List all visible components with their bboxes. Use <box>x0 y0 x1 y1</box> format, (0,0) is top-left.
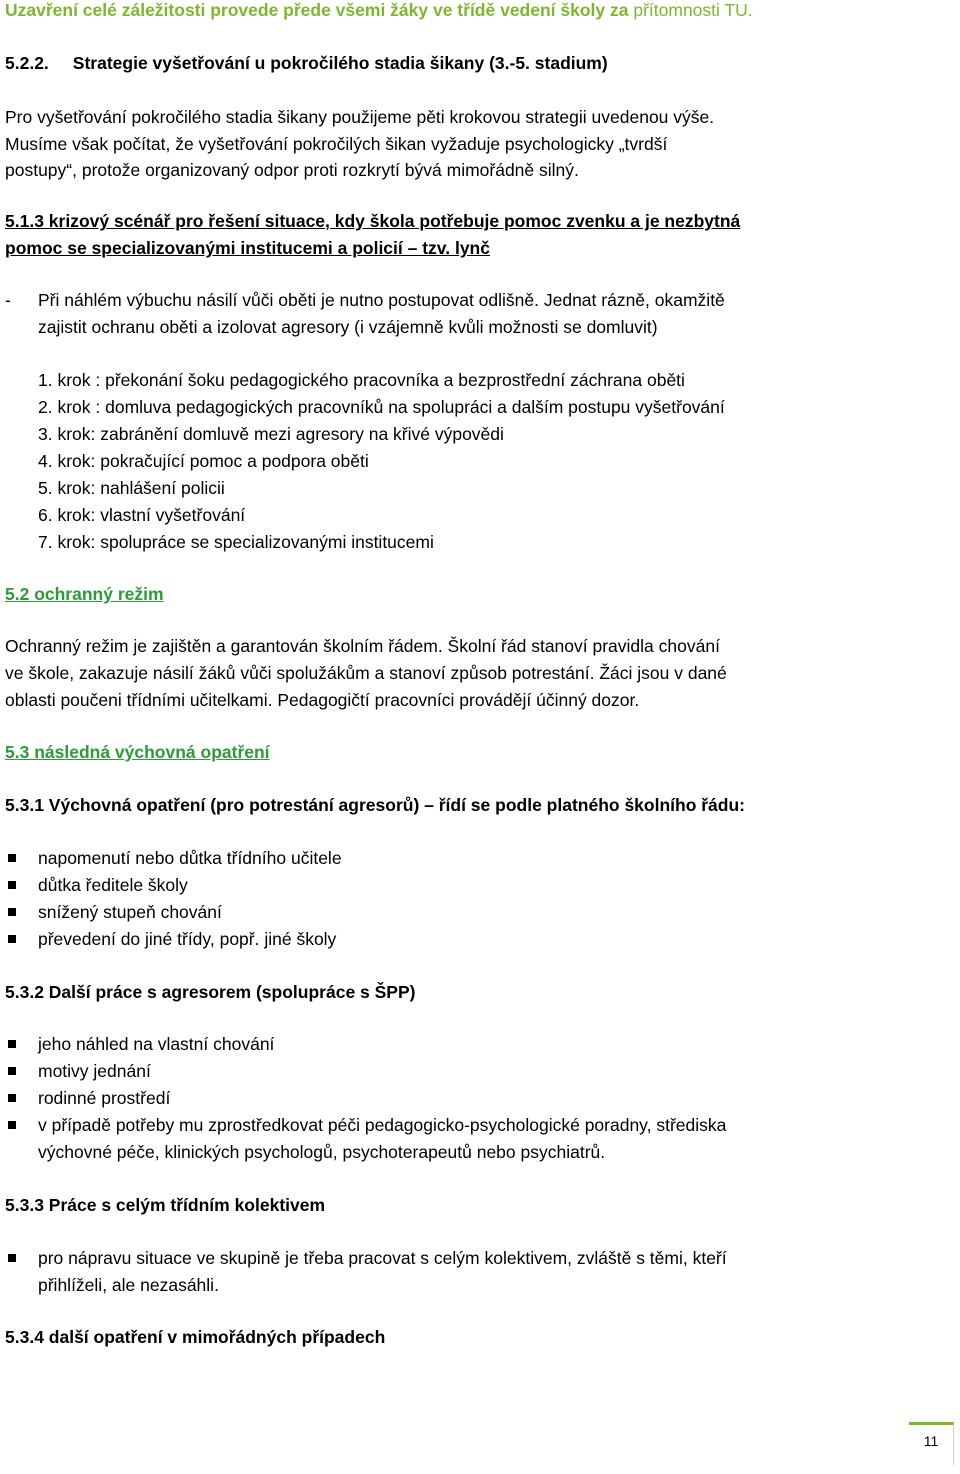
intro-line-b: přítomnosti TU. <box>633 0 753 20</box>
para1-line-3: postupy“, protože organizovaný odpor proti rozkrytí bývá mimořádně silný. <box>5 160 579 180</box>
dash-item-line-2: zajistit ochranu oběti a izolovat agresory (i vzájemně kvůli možnosti se domluvit) <box>38 317 658 337</box>
step-3: 3. krok: zabránění domluvě mezi agresory na křivé výpovědi <box>38 424 504 444</box>
para2-line-2: ve škole, zakazuje násilí žáků vůči spolužákům a stanoví způsob potrestání. Žáci jsou v dané <box>5 663 727 683</box>
heading-5-1-3-line-2: pomoc se specializovanými institucemi a policií – tzv. lynč <box>5 238 490 258</box>
list533-item-1-line-2: přihlíželi, ale nezasáhli. <box>38 1275 219 1295</box>
bullet-square-icon <box>8 1067 16 1075</box>
heading-5-2: 5.2 ochranný režim <box>5 584 164 604</box>
dash-marker: - <box>5 290 11 310</box>
heading-5-3-4: 5.3.4 další opatření v mimořádných případech <box>5 1327 386 1347</box>
list533-item-1-line-1: pro nápravu situace ve skupině je třeba pracovat s celým kolektivem, zvláště s těmi, kteří <box>38 1248 727 1268</box>
step-4: 4. krok: pokračující pomoc a podpora oběti <box>38 451 369 471</box>
heading-5-3-1: 5.3.1 Výchovná opatření (pro potrestání agresorů) – řídí se podle platného školního řádu: <box>5 795 745 815</box>
bullet-square-icon <box>8 935 16 943</box>
list532-item-1: jeho náhled na vlastní chování <box>38 1034 275 1054</box>
para2-line-3: oblasti poučeni třídními učitelkami. Pedagogičtí pracovníci provádějí účinný dozor. <box>5 690 640 710</box>
bullet-square-icon <box>8 854 16 862</box>
intro-line-a: Uzavření celé záležitosti provede přede všemi žáky ve třídě vedení školy za <box>5 0 634 20</box>
list531-item-4: převedení do jiné třídy, popř. jiné školy <box>38 929 337 949</box>
bullet-square-icon <box>8 908 16 916</box>
heading-5-1-3-line-1: 5.1.3 krizový scénář pro řešení situace, kdy škola potřebuje pomoc zvenku a je nezbytná <box>5 211 741 231</box>
bullet-square-icon <box>8 1121 16 1129</box>
step-6: 6. krok: vlastní vyšetřování <box>38 505 246 525</box>
heading-5-3: 5.3 následná výchovná opatření <box>5 742 270 762</box>
heading-5-3-2: 5.3.2 Další práce s agresorem (spolupráce s ŠPP) <box>5 982 416 1002</box>
heading-5-2-2-num: 5.2.2. <box>5 53 49 73</box>
list532-item-4-line-2: výchovné péče, klinických psychologů, psychoterapeutů nebo psychiatrů. <box>38 1142 606 1162</box>
step-2: 2. krok : domluva pedagogických pracovníků na spolupráci a dalším postupu vyšetřování <box>38 397 725 417</box>
bullet-square-icon <box>8 1254 16 1262</box>
heading-5-2-2 <box>5 53 608 74</box>
bullet-square-icon <box>8 1094 16 1102</box>
list532-item-3: rodinné prostředí <box>38 1088 171 1108</box>
bullet-square-icon <box>8 881 16 889</box>
intro-line <box>5 0 753 21</box>
list531-item-3: snížený stupeň chování <box>38 902 222 922</box>
list532-item-4-line-1: v případě potřeby mu zprostředkovat péči pedagogicko-psychologické poradny, střediska <box>38 1115 727 1135</box>
para2-line-1: Ochranný režim je zajištěn a garantován školním řádem. Školní řád stanoví pravidla chování <box>5 636 720 656</box>
step-5: 5. krok: nahlášení policii <box>38 478 225 498</box>
heading-5-2-2-title: Strategie vyšetřování u pokročilého stadia šikany (3.-5. stadium) <box>72 53 608 73</box>
bullet-square-icon <box>8 1040 16 1048</box>
page-number: 11 <box>923 1433 939 1449</box>
para1-line-2: Musíme však počítat, že vyšetřování pokročilých šikan vyžaduje psychologicky „tvrdší <box>5 134 668 154</box>
para1-line-1: Pro vyšetřování pokročilého stadia šikany použijeme pěti krokovou strategii uvedenou výše. <box>5 107 715 127</box>
step-7: 7. krok: spolupráce se specializovanými institucemi <box>38 532 434 552</box>
step-1: 1. krok : překonání šoku pedagogického pracovníka a bezprostřední záchrana oběti <box>38 370 685 390</box>
page-number-box <box>909 1422 954 1465</box>
list531-item-1: napomenutí nebo důtka třídního učitele <box>38 848 342 868</box>
list531-item-2: důtka ředitele školy <box>38 875 188 895</box>
dash-item-line-1: Při náhlém výbuchu násilí vůči oběti je nutno postupovat odlišně. Jednat rázně, okamžitě <box>38 290 725 310</box>
list532-item-2: motivy jednání <box>38 1061 151 1081</box>
heading-5-3-3: 5.3.3 Práce s celým třídním kolektivem <box>5 1195 326 1215</box>
